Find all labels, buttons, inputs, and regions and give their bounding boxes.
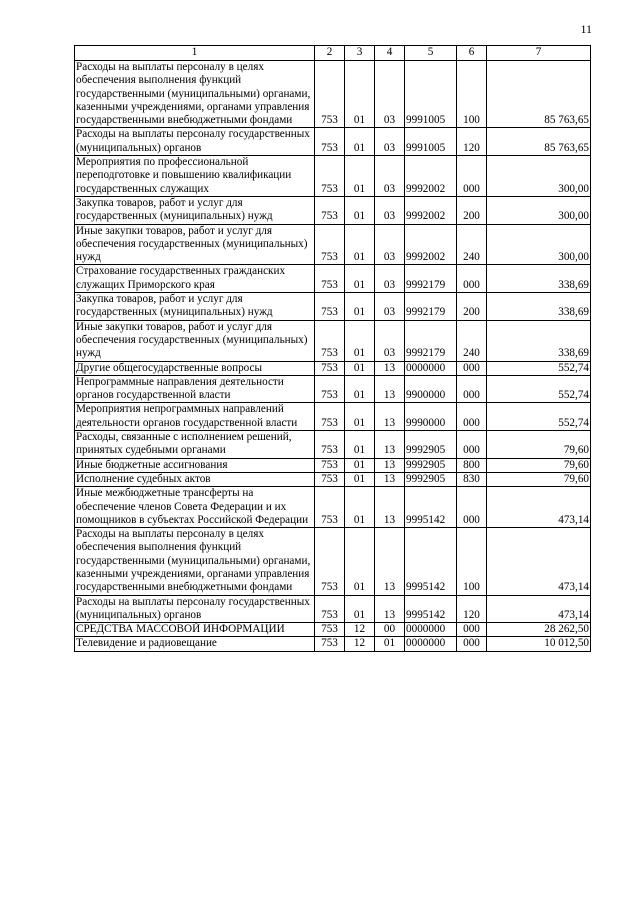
row-subsection: 00 xyxy=(375,623,405,637)
row-name: Исполнение судебных актов xyxy=(75,472,315,486)
row-expense-type: 000 xyxy=(457,487,487,528)
row-target-article: 9992179 xyxy=(405,320,457,361)
row-expense-type: 000 xyxy=(457,431,487,459)
row-subsection: 13 xyxy=(375,472,405,486)
row-amount: 10 012,50 xyxy=(487,637,591,651)
row-target-article: 9992002 xyxy=(405,156,457,197)
row-section: 01 xyxy=(345,431,375,459)
row-admin-code: 753 xyxy=(315,265,345,293)
row-section: 01 xyxy=(345,472,375,486)
row-subsection: 13 xyxy=(375,361,405,375)
row-amount: 473,14 xyxy=(487,595,591,623)
row-section: 12 xyxy=(345,637,375,651)
row-name: Расходы на выплаты персоналу в целях обеспечения выполнения функций государственными (муниципальными) органами, казенными учреждениями, органами управления государственными внебюджетными фондами xyxy=(75,528,315,595)
row-target-article: 0000000 xyxy=(405,623,457,637)
page-number: 11 xyxy=(580,22,592,36)
row-admin-code: 753 xyxy=(315,293,345,321)
row-name: Другие общегосударственные вопросы xyxy=(75,361,315,375)
row-subsection: 03 xyxy=(375,265,405,293)
table-row xyxy=(75,361,591,375)
row-section: 12 xyxy=(345,623,375,637)
row-section: 01 xyxy=(345,293,375,321)
row-section: 01 xyxy=(345,528,375,595)
row-section: 01 xyxy=(345,361,375,375)
row-name: Иные закупки товаров, работ и услуг для обеспечения государственных (муниципальных) нужд xyxy=(75,224,315,265)
table-row xyxy=(75,265,591,293)
row-subsection: 13 xyxy=(375,403,405,431)
budget-table xyxy=(74,45,591,652)
row-target-article: 9992002 xyxy=(405,196,457,224)
row-amount: 552,74 xyxy=(487,375,591,403)
row-target-article: 0000000 xyxy=(405,637,457,651)
row-expense-type: 000 xyxy=(457,403,487,431)
row-subsection: 03 xyxy=(375,224,405,265)
row-subsection: 03 xyxy=(375,293,405,321)
row-expense-type: 000 xyxy=(457,637,487,651)
row-expense-type: 120 xyxy=(457,595,487,623)
row-target-article: 9992179 xyxy=(405,293,457,321)
row-subsection: 13 xyxy=(375,375,405,403)
table-row xyxy=(75,528,591,595)
header-row xyxy=(75,46,591,61)
row-amount: 300,00 xyxy=(487,156,591,197)
row-section: 01 xyxy=(345,224,375,265)
row-section: 01 xyxy=(345,487,375,528)
row-admin-code: 753 xyxy=(315,61,345,128)
row-expense-type: 000 xyxy=(457,375,487,403)
row-admin-code: 753 xyxy=(315,487,345,528)
table-row xyxy=(75,623,591,637)
column-header: 3 xyxy=(345,46,375,61)
row-section: 01 xyxy=(345,458,375,472)
table-row xyxy=(75,637,591,651)
row-admin-code: 753 xyxy=(315,375,345,403)
row-expense-type: 830 xyxy=(457,472,487,486)
row-amount: 338,69 xyxy=(487,293,591,321)
row-subsection: 13 xyxy=(375,528,405,595)
row-amount: 85 763,65 xyxy=(487,61,591,128)
row-amount: 300,00 xyxy=(487,224,591,265)
row-expense-type: 000 xyxy=(457,265,487,293)
row-admin-code: 753 xyxy=(315,196,345,224)
table-row xyxy=(75,431,591,459)
row-target-article: 9992905 xyxy=(405,431,457,459)
row-target-article: 9992002 xyxy=(405,224,457,265)
row-target-article: 9991005 xyxy=(405,61,457,128)
row-expense-type: 200 xyxy=(457,293,487,321)
row-subsection: 13 xyxy=(375,458,405,472)
row-target-article: 9991005 xyxy=(405,128,457,156)
row-target-article: 9995142 xyxy=(405,487,457,528)
column-header: 5 xyxy=(405,46,457,61)
table-row xyxy=(75,224,591,265)
table-row xyxy=(75,403,591,431)
row-name: Иные межбюджетные трансферты на обеспечение членов Совета Федерации и их помощников в субъектах Российской Федерации xyxy=(75,487,315,528)
row-name: Расходы, связанные с исполнением решений, принятых судебными органами xyxy=(75,431,315,459)
row-target-article: 9992905 xyxy=(405,458,457,472)
row-subsection: 03 xyxy=(375,128,405,156)
row-expense-type: 800 xyxy=(457,458,487,472)
row-section: 01 xyxy=(345,595,375,623)
row-admin-code: 753 xyxy=(315,472,345,486)
row-subsection: 03 xyxy=(375,320,405,361)
column-header: 7 xyxy=(487,46,591,61)
row-amount: 338,69 xyxy=(487,320,591,361)
table-row xyxy=(75,458,591,472)
table-row xyxy=(75,320,591,361)
row-admin-code: 753 xyxy=(315,128,345,156)
row-expense-type: 240 xyxy=(457,224,487,265)
row-expense-type: 120 xyxy=(457,128,487,156)
row-subsection: 01 xyxy=(375,637,405,651)
row-name: Иные бюджетные ассигнования xyxy=(75,458,315,472)
row-admin-code: 753 xyxy=(315,403,345,431)
row-expense-type: 100 xyxy=(457,61,487,128)
row-amount: 79,60 xyxy=(487,472,591,486)
row-amount: 85 763,65 xyxy=(487,128,591,156)
row-section: 01 xyxy=(345,403,375,431)
row-name: Мероприятия непрограммных направлений деятельности органов государственной власти xyxy=(75,403,315,431)
row-name: Расходы на выплаты персоналу в целях обеспечения выполнения функций государственными (муниципальными) органами, казенными учреждениями, органами управления государственными внебюджетными фондами xyxy=(75,61,315,128)
row-subsection: 03 xyxy=(375,196,405,224)
row-amount: 28 262,50 xyxy=(487,623,591,637)
row-name: Иные закупки товаров, работ и услуг для обеспечения государственных (муниципальных) нужд xyxy=(75,320,315,361)
row-target-article: 9995142 xyxy=(405,528,457,595)
row-admin-code: 753 xyxy=(315,224,345,265)
row-expense-type: 000 xyxy=(457,623,487,637)
row-amount: 552,74 xyxy=(487,403,591,431)
row-expense-type: 000 xyxy=(457,156,487,197)
table-row xyxy=(75,472,591,486)
row-expense-type: 200 xyxy=(457,196,487,224)
table-row xyxy=(75,487,591,528)
row-amount: 552,74 xyxy=(487,361,591,375)
table-row xyxy=(75,61,591,128)
row-name: Расходы на выплаты персоналу государственных (муниципальных) органов xyxy=(75,595,315,623)
row-section: 01 xyxy=(345,196,375,224)
row-admin-code: 753 xyxy=(315,528,345,595)
row-amount: 79,60 xyxy=(487,458,591,472)
row-expense-type: 000 xyxy=(457,361,487,375)
row-section: 01 xyxy=(345,128,375,156)
row-expense-type: 240 xyxy=(457,320,487,361)
row-amount: 473,14 xyxy=(487,487,591,528)
row-name: СРЕДСТВА МАССОВОЙ ИНФОРМАЦИИ xyxy=(75,623,315,637)
row-amount: 79,60 xyxy=(487,431,591,459)
row-subsection: 13 xyxy=(375,431,405,459)
row-section: 01 xyxy=(345,320,375,361)
row-admin-code: 753 xyxy=(315,458,345,472)
row-target-article: 9995142 xyxy=(405,595,457,623)
row-admin-code: 753 xyxy=(315,637,345,651)
row-target-article: 9992179 xyxy=(405,265,457,293)
row-subsection: 03 xyxy=(375,61,405,128)
row-name: Мероприятия по профессиональной переподготовке и повышению квалификации государственных служащих xyxy=(75,156,315,197)
row-name: Телевидение и радиовещание xyxy=(75,637,315,651)
row-target-article: 0000000 xyxy=(405,361,457,375)
row-subsection: 13 xyxy=(375,487,405,528)
table-row xyxy=(75,595,591,623)
row-subsection: 03 xyxy=(375,156,405,197)
row-admin-code: 753 xyxy=(315,623,345,637)
row-admin-code: 753 xyxy=(315,431,345,459)
row-admin-code: 753 xyxy=(315,361,345,375)
row-section: 01 xyxy=(345,61,375,128)
row-name: Непрограммные направления деятельности органов государственной власти xyxy=(75,375,315,403)
table-row xyxy=(75,293,591,321)
row-section: 01 xyxy=(345,375,375,403)
table-row xyxy=(75,375,591,403)
row-section: 01 xyxy=(345,265,375,293)
row-admin-code: 753 xyxy=(315,156,345,197)
row-name: Расходы на выплаты персоналу государственных (муниципальных) органов xyxy=(75,128,315,156)
row-subsection: 13 xyxy=(375,595,405,623)
column-header: 2 xyxy=(315,46,345,61)
table-row xyxy=(75,128,591,156)
row-name: Закупка товаров, работ и услуг для государственных (муниципальных) нужд xyxy=(75,196,315,224)
row-target-article: 9900000 xyxy=(405,375,457,403)
row-admin-code: 753 xyxy=(315,595,345,623)
row-target-article: 9990000 xyxy=(405,403,457,431)
row-expense-type: 100 xyxy=(457,528,487,595)
column-header: 4 xyxy=(375,46,405,61)
table-row xyxy=(75,156,591,197)
row-section: 01 xyxy=(345,156,375,197)
table-row xyxy=(75,196,591,224)
row-amount: 300,00 xyxy=(487,196,591,224)
row-amount: 473,14 xyxy=(487,528,591,595)
row-name: Страхование государственных гражданских служащих Приморского края xyxy=(75,265,315,293)
row-name: Закупка товаров, работ и услуг для государственных (муниципальных) нужд xyxy=(75,293,315,321)
row-amount: 338,69 xyxy=(487,265,591,293)
column-header: 1 xyxy=(75,46,315,61)
row-admin-code: 753 xyxy=(315,320,345,361)
column-header: 6 xyxy=(457,46,487,61)
row-target-article: 9992905 xyxy=(405,472,457,486)
